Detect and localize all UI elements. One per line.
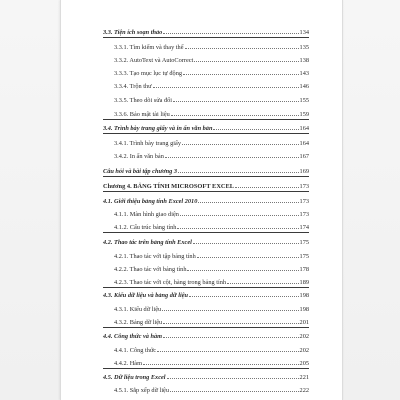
toc-entry <box>103 372 309 381</box>
toc-page-number: 198 <box>299 306 309 313</box>
toc-entry-title: 4.1.2. Cấu trúc bảng tính <box>114 224 177 231</box>
toc-entry-title: 3.3.3. Tạo mục lục tự động <box>114 70 183 77</box>
section-rule <box>103 119 309 120</box>
toc-page-number: 164 <box>299 125 309 132</box>
page-left-edge <box>60 0 61 400</box>
dot-leader <box>213 129 298 130</box>
dot-leader <box>198 202 298 203</box>
toc-entry-title: 3.4.1. Trình bày trang giấy <box>114 140 181 147</box>
dot-leader <box>162 310 298 311</box>
section-rule <box>103 37 309 38</box>
toc-entry-title: 4.4. Công thức và hàm <box>103 333 163 340</box>
toc-entry <box>103 68 309 77</box>
dot-leader <box>173 101 299 102</box>
toc-page-number: 138 <box>299 57 309 64</box>
dot-leader <box>163 33 298 34</box>
dot-leader <box>157 351 298 352</box>
toc-entry-title: 4.1.1. Màn hình giao diện <box>114 211 179 218</box>
toc-entry-title: 4.5.1. Sắp xếp dữ liệu <box>114 387 170 394</box>
dot-leader <box>167 378 299 379</box>
toc-entry <box>103 317 309 326</box>
toc-entry <box>103 42 309 51</box>
dot-leader <box>185 48 299 49</box>
section-rule <box>103 191 309 192</box>
toc-entry-title: 3.3.4. Trộn thư <box>114 83 152 90</box>
toc-entry <box>103 358 309 367</box>
dot-leader <box>163 323 298 324</box>
toc-page-number: 189 <box>299 279 309 286</box>
dot-leader <box>235 187 298 188</box>
toc-page-number: 169 <box>299 168 309 175</box>
toc-entry <box>103 251 309 260</box>
section-rule <box>103 287 309 288</box>
dot-leader <box>177 228 298 229</box>
toc-entry-title: 4.4.1. Công thức <box>114 347 157 354</box>
toc-entry <box>103 222 309 231</box>
toc-page-number: 134 <box>299 29 309 36</box>
toc-entry-title: 4.5. Dữ liệu trong Excel <box>103 374 166 381</box>
toc-entry-title: 4.3.2. Bảng dữ liệu <box>114 319 163 326</box>
section-rule <box>103 232 309 233</box>
toc-entry-title: Câu hỏi và bài tập chương 3 <box>103 168 177 175</box>
toc-page-number: 173 <box>299 198 309 205</box>
toc-entry-title: 4.4.2. Hàm <box>114 360 142 367</box>
dot-leader <box>165 157 299 158</box>
toc-page-number: 159 <box>299 111 309 118</box>
toc-page-number: 174 <box>299 224 309 231</box>
toc-entry <box>103 290 309 299</box>
toc-page-number: 173 <box>299 183 309 190</box>
toc-entry <box>103 55 309 64</box>
dot-leader <box>170 391 299 392</box>
toc-entry-title: 3.4.2. In ấn văn bản <box>114 153 164 160</box>
toc-page-number: 155 <box>299 97 309 104</box>
toc-entry <box>103 109 309 118</box>
toc-entry <box>103 95 309 104</box>
toc-page-number: 202 <box>299 333 309 340</box>
toc-page-number: 167 <box>299 153 309 160</box>
page-right-edge <box>342 0 343 400</box>
toc-entry <box>103 138 309 147</box>
toc-entry-title: 3.3.6. Bảo mật tài liệu <box>114 111 170 118</box>
toc-entry <box>103 81 309 90</box>
toc-entry-title: 4.2.3. Thao tác với cột, hàng trong bảng tính <box>114 279 226 286</box>
dot-leader <box>178 172 299 173</box>
dot-leader <box>194 61 298 62</box>
toc-entry <box>103 123 309 132</box>
dot-leader <box>187 270 298 271</box>
toc-entry <box>103 209 309 218</box>
dot-leader <box>143 364 299 365</box>
toc-page-number: 135 <box>299 44 309 51</box>
toc-entry <box>103 345 309 354</box>
toc-entry <box>103 304 309 313</box>
toc-entry <box>103 237 309 246</box>
toc-page-number: 221 <box>299 374 309 381</box>
toc-entry-title: 4.2.1. Thao tác với tập bảng tính <box>114 253 196 260</box>
toc-page-number: 173 <box>299 211 309 218</box>
toc-entry <box>103 196 309 205</box>
toc-page-number: 175 <box>299 239 309 246</box>
toc-entry-title: 3.3.2. AutoText và AutoCorrect <box>114 57 194 64</box>
toc-page-number: 175 <box>299 253 309 260</box>
section-rule <box>103 176 309 177</box>
section-rule <box>103 133 309 134</box>
toc-page-number: 201 <box>299 319 309 326</box>
toc-entry-title: 4.3.1. Kiểu dữ liệu <box>114 306 162 313</box>
dot-leader <box>193 243 299 244</box>
dot-leader <box>189 296 299 297</box>
toc-page-number: 222 <box>299 387 309 394</box>
toc-entry-title: Chương 4. BẢNG TÍNH MICROSOFT EXCEL <box>103 183 235 190</box>
toc-entry-title: 3.3.1. Tìm kiếm và thay thế <box>114 44 184 51</box>
dot-leader <box>153 87 299 88</box>
toc-entry-title: 4.2. Thao tác trên bảng tính Excel <box>103 239 192 246</box>
toc-entry-title: 4.1. Giới thiệu bảng tính Excel 2010 <box>103 198 198 205</box>
dot-leader <box>227 283 299 284</box>
toc-entry-title: 3.3.5. Theo dõi sửa đổi <box>114 97 173 104</box>
toc-page-number: 164 <box>299 140 309 147</box>
toc-entry-title: 4.3. Kiểu dữ liệu và bảng dữ liệu <box>103 292 189 299</box>
dot-leader <box>171 115 299 116</box>
dot-leader <box>182 144 299 145</box>
section-rule <box>103 368 309 369</box>
toc-entry <box>103 264 309 273</box>
dot-leader <box>183 74 299 75</box>
toc-entry <box>103 151 309 160</box>
toc-page-number: 202 <box>299 347 309 354</box>
dot-leader <box>180 215 299 216</box>
dot-leader <box>163 337 298 338</box>
toc-entry <box>103 385 309 394</box>
toc-entry-title: 3.3. Tiện ích soạn thảo <box>103 29 163 36</box>
toc-entry <box>103 166 309 175</box>
toc-page-number: 178 <box>299 266 309 273</box>
toc-entry-title: 3.4. Trình bày trang giấy và in ấn văn bản <box>103 125 213 132</box>
toc-entry <box>103 331 309 340</box>
toc-page-number: 198 <box>299 292 309 299</box>
section-rule <box>103 327 309 328</box>
toc-entry <box>103 277 309 286</box>
toc-page-number: 205 <box>299 360 309 367</box>
dot-leader <box>197 257 299 258</box>
toc-entry-title: 4.2.2. Thao tác với bảng tính <box>114 266 187 273</box>
toc-page-number: 143 <box>299 70 309 77</box>
toc-entry <box>103 27 309 36</box>
toc-page-number: 146 <box>299 83 309 90</box>
toc-entry <box>103 181 309 190</box>
